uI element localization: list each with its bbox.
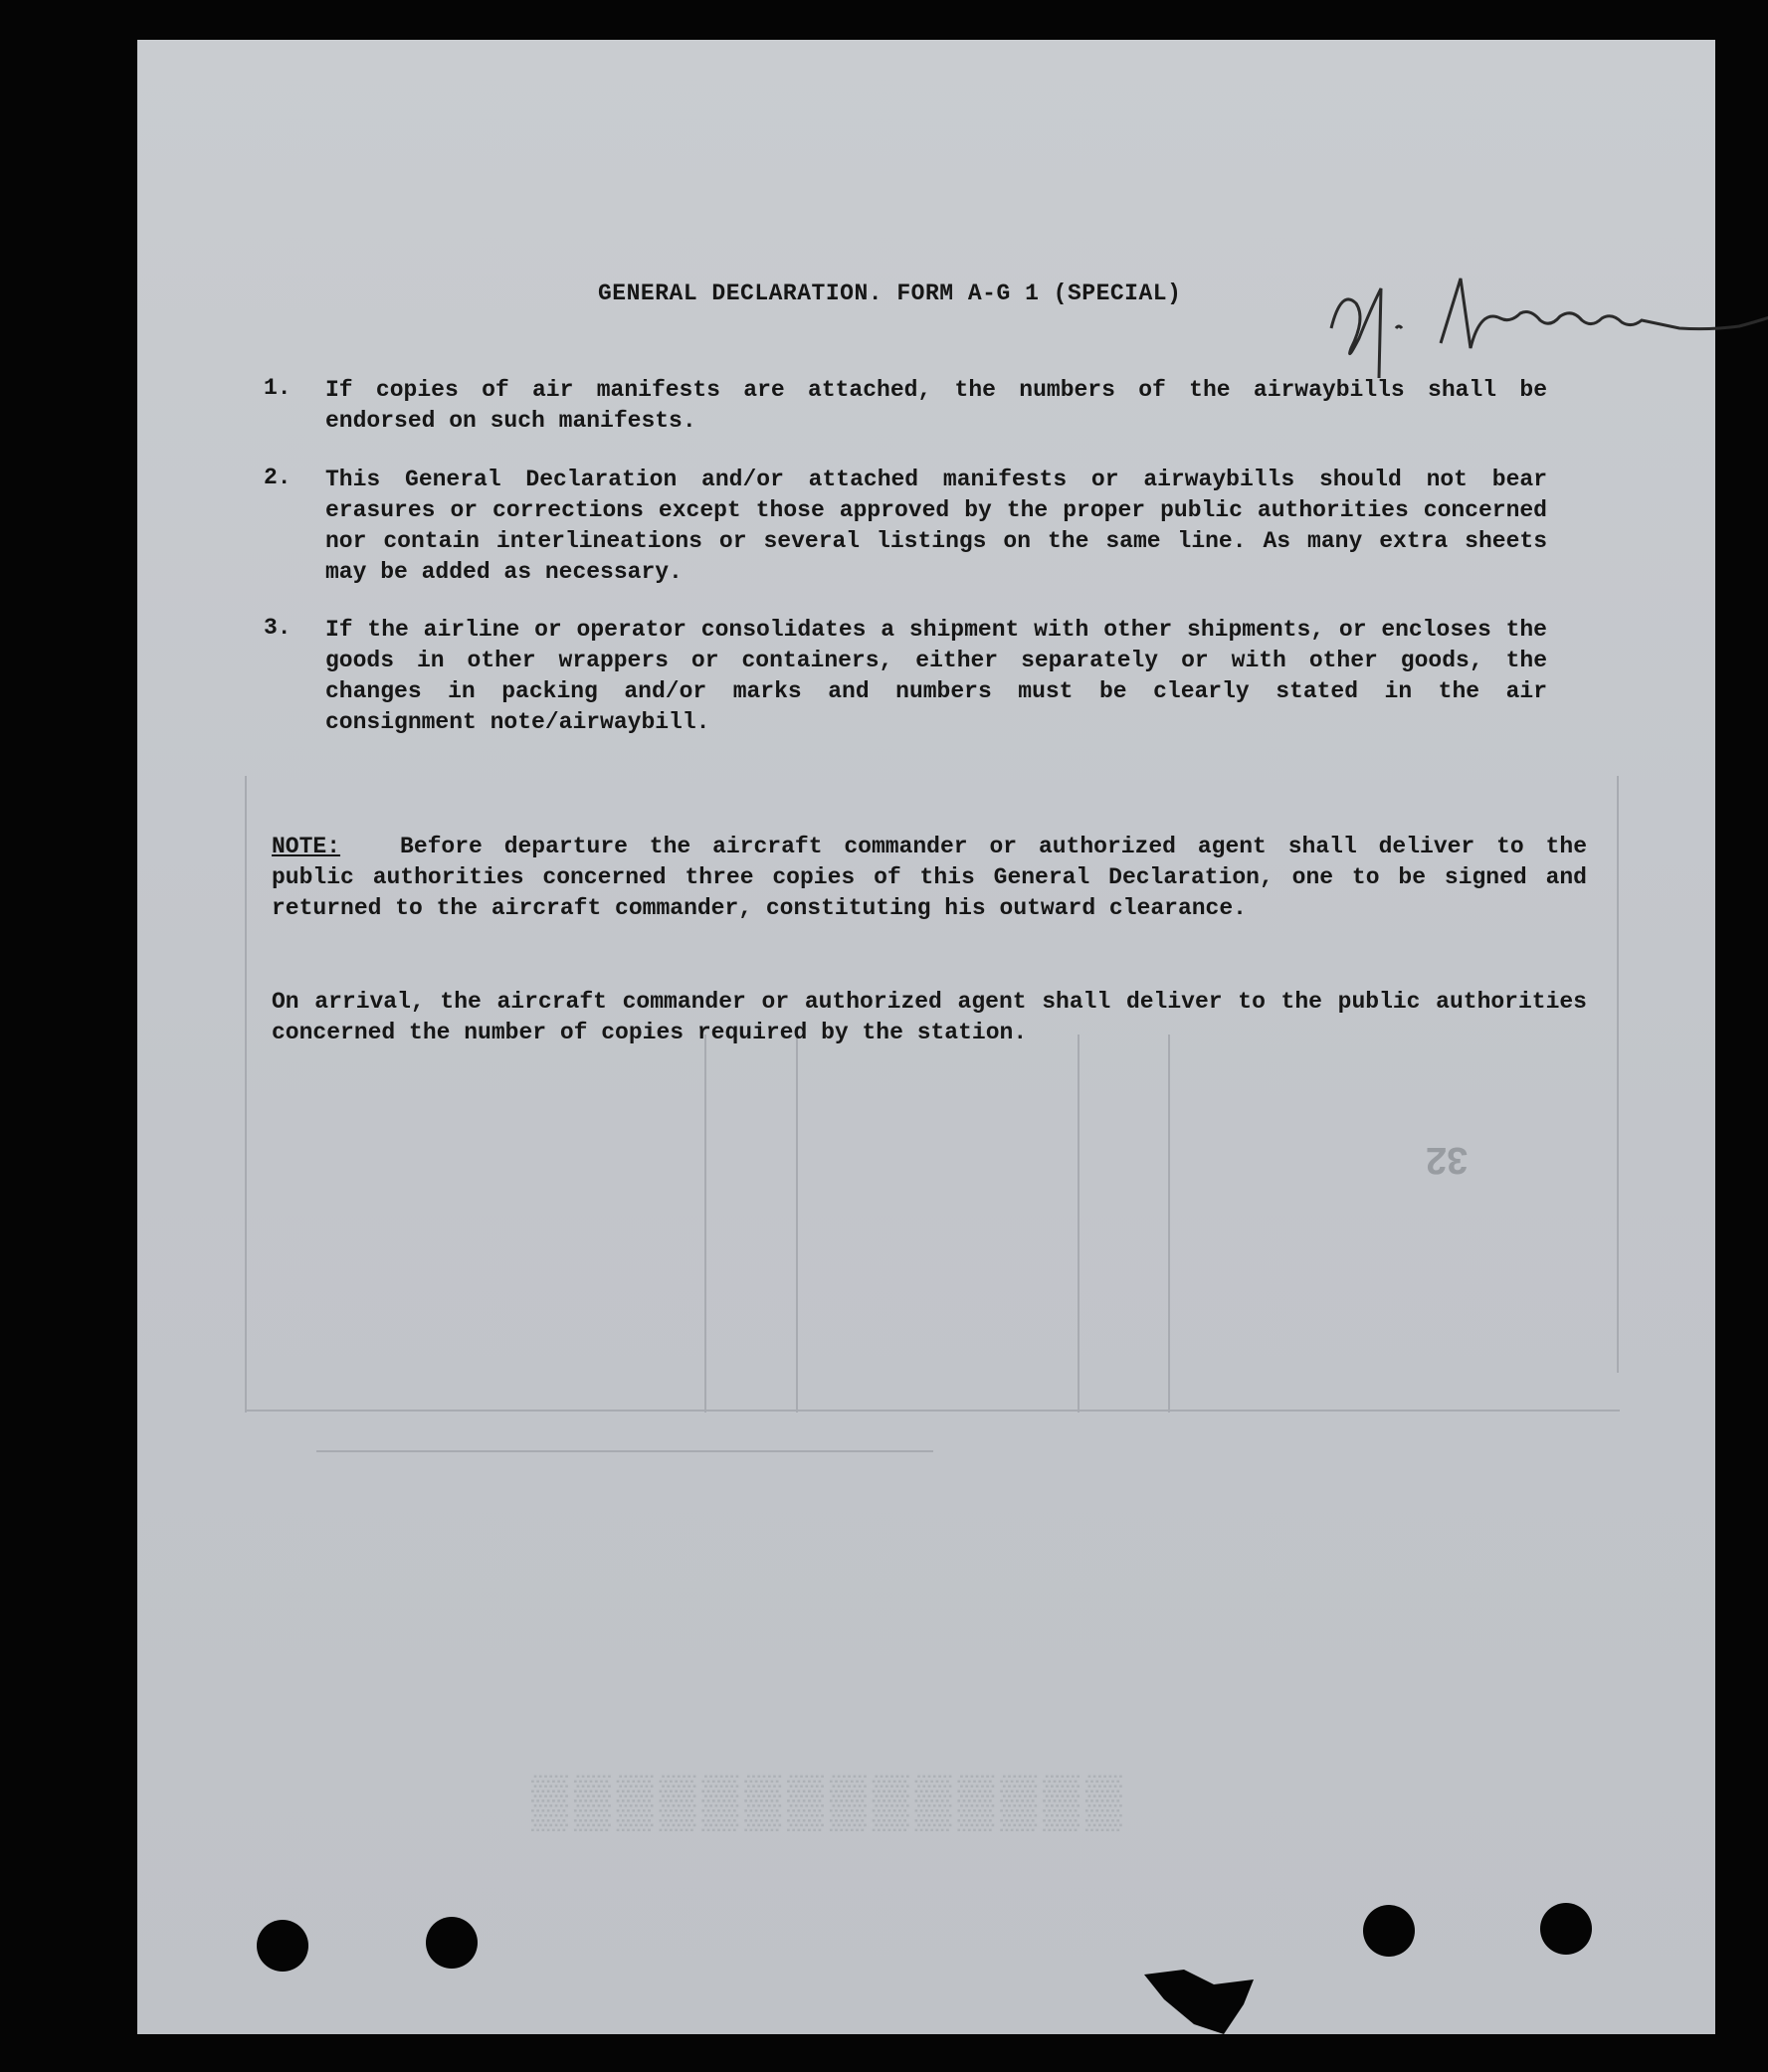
item-number: 2. <box>264 465 292 490</box>
arrival-paragraph: On arrival, the aircraft commander or authorized agent shall deliver to the public authorities concerned the number of copies required by the station. <box>272 989 1587 1045</box>
bleed-line <box>245 776 247 1413</box>
note-text: Before departure the aircraft commander or authorized agent shall deliver to the public authorities concerned three copies of this General Declaration, one to be signed and returned to the aircraft commander, constituting his outward clearance. <box>272 834 1587 921</box>
bleed-line <box>247 1410 1620 1412</box>
bleed-line <box>1168 1035 1170 1413</box>
punch-hole <box>257 1920 308 1972</box>
document-page <box>137 40 1715 2034</box>
bleed-through-text: ▒▒▒▒▒▒▒▒▒▒▒▒▒▒ <box>525 1777 1122 1833</box>
handwritten-signature <box>1311 269 1768 388</box>
note-label: NOTE: <box>272 834 341 859</box>
punch-hole <box>426 1917 478 1969</box>
item-text: This General Declaration and/or attached manifests or airwaybills should not bear erasures or corrections except those approved by the proper public authorities concerned nor contain interlineations or several listings on the same line. As many extra sheets may be added as necessary. <box>325 467 1547 585</box>
punch-hole <box>1540 1903 1592 1955</box>
bleed-line <box>704 1035 706 1413</box>
bleed-line <box>1078 1035 1080 1413</box>
item-text: If the airline or operator consolidates a shipment with other shipments, or encloses the goods in other wrappers or containers, either separately or with other goods, the changes in packing and/or marks and numbers must be clearly stated in the air consignment note/airwaybill. <box>325 617 1547 735</box>
item-number: 1. <box>264 375 292 401</box>
stamp-number: 32 <box>1426 1139 1469 1181</box>
torn-edge-mark <box>1144 1965 1264 2034</box>
item-text: If copies of air manifests are attached, the numbers of the airwaybills shall be endorsed on such manifests. <box>325 377 1547 434</box>
item-number: 3. <box>264 615 292 641</box>
form-title: GENERAL DECLARATION. FORM A-G 1 (SPECIAL) <box>598 281 1182 306</box>
bleed-line <box>796 1035 798 1413</box>
note-paragraph <box>272 832 1587 924</box>
bleed-line <box>1617 776 1619 1373</box>
punch-hole <box>1363 1905 1415 1957</box>
bleed-line <box>316 1450 933 1452</box>
